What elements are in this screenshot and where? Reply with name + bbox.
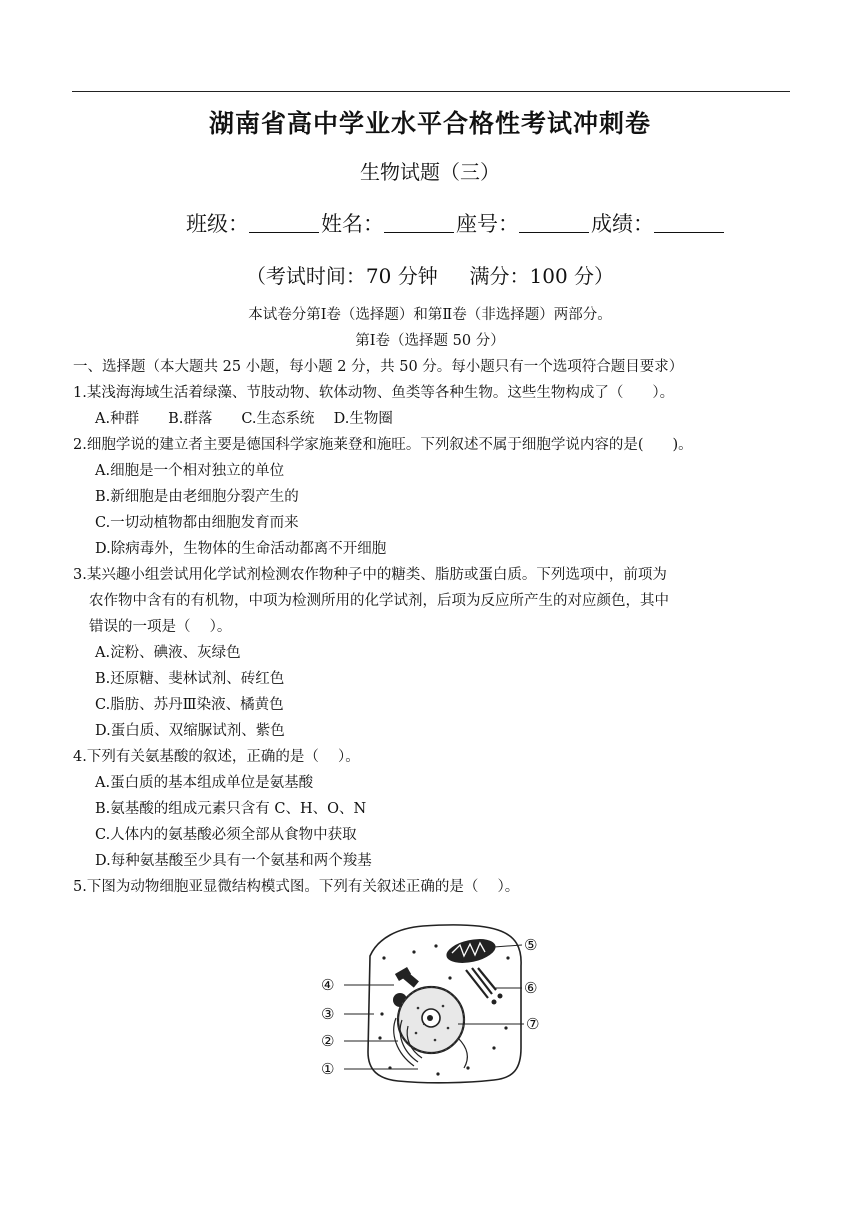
label-2: ② [321,1032,335,1050]
label-5: ⑤ [524,936,538,954]
question-2-stem: 2.细胞学说的建立者主要是德国科学家施莱登和施旺。下列叙述不属于细胞学说内容的是( )。 [73,437,693,453]
question-3-stem-line-2: 农作物中含有的有机物，中项为检测所用的化学试剂，后项为反应所产生的对应颜色，其中 [89,593,669,609]
class-blank[interactable] [249,212,319,233]
question-4-option-d: D.每种氨基酸至少具有一个氨基和两个羧基 [95,853,372,869]
name-blank[interactable] [384,212,454,233]
label-1: ① [321,1060,335,1078]
section-title: 一、选择题（本大题共 25 小题，每小题 2 分，共 50 分。每小题只有一个选项符合题目要求） [73,359,684,375]
question-3-stem-line-3: 错误的一项是（ ）。 [89,619,232,635]
exam-time-info: （考试时间：70 分钟 满分：100 分） [245,264,615,288]
seat-blank[interactable] [519,212,589,233]
question-3-option-a: A.淀粉、碘液、灰绿色 [95,645,241,661]
student-info-fields [186,208,726,238]
score-label: 成绩： [591,212,654,236]
seat-label: 座号： [456,212,519,236]
question-1-options: A.种群 B.群落 C.生态系统 D.生物圈 [95,411,393,427]
label-7: ⑦ [526,1015,540,1033]
label-3: ③ [321,1005,335,1023]
question-3-stem-line-1: 3.某兴趣小组尝试用化学试剂检测农作物种子中的糖类、脂肪或蛋白质。下列选项中，前项为 [73,567,667,583]
question-3-option-c: C.脂肪、苏丹Ⅲ染液、橘黄色 [95,697,284,713]
golgi-apparatus [466,968,503,1005]
label-4: ④ [321,976,335,994]
class-label: 班级： [186,212,249,236]
question-3-option-d: D.蛋白质、双缩脲试剂、紫色 [95,723,285,739]
name-label: 姓名： [321,212,384,236]
mitochondrion [444,935,497,967]
question-1-stem: 1.某浅海海域生活着绿藻、节肢动物、软体动物、鱼类等各种生物。这些生物构成了（ ）。 [73,385,675,401]
question-2-option-c: C.一切动植物都由细胞发育而来 [95,515,299,531]
score-blank[interactable] [654,212,724,233]
question-4-option-b: B.氨基酸的组成元素只含有 C、H、O、N [95,801,367,817]
nucleus [398,987,464,1053]
exam-title: 湖南省高中学业水平合格性考试冲刺卷 [208,109,651,138]
question-4-option-c: C.人体内的氨基酸必须全部从食物中获取 [95,827,357,843]
label-6: ⑥ [524,979,538,997]
question-2-option-b: B.新细胞是由老细胞分裂产生的 [95,489,299,505]
question-2-option-a: A.细胞是一个相对独立的单位 [95,463,285,479]
question-4-option-a: A.蛋白质的基本组成单位是氨基酸 [95,775,314,791]
exam-subtitle: 生物试题（三） [360,160,500,184]
question-4-stem: 4.下列有关氨基酸的叙述，正确的是（ ）。 [73,749,360,765]
question-5-stem: 5.下图为动物细胞亚显微结构模式图。下列有关叙述正确的是（ ）。 [73,879,520,895]
question-3-option-b: B.还原糖、斐林试剂、砖红色 [95,671,285,687]
question-2-option-d: D.除病毒外，生物体的生命活动都离不开细胞 [95,541,387,557]
paper-structure: 本试卷分第Ⅰ卷（选择题）和第Ⅱ卷（非选择题）两部分。 [248,307,612,323]
animal-cell-diagram [318,918,550,1088]
header-rule [72,91,790,92]
part1-title: 第Ⅰ卷（选择题 50 分） [355,333,505,349]
centrosome [395,967,419,988]
